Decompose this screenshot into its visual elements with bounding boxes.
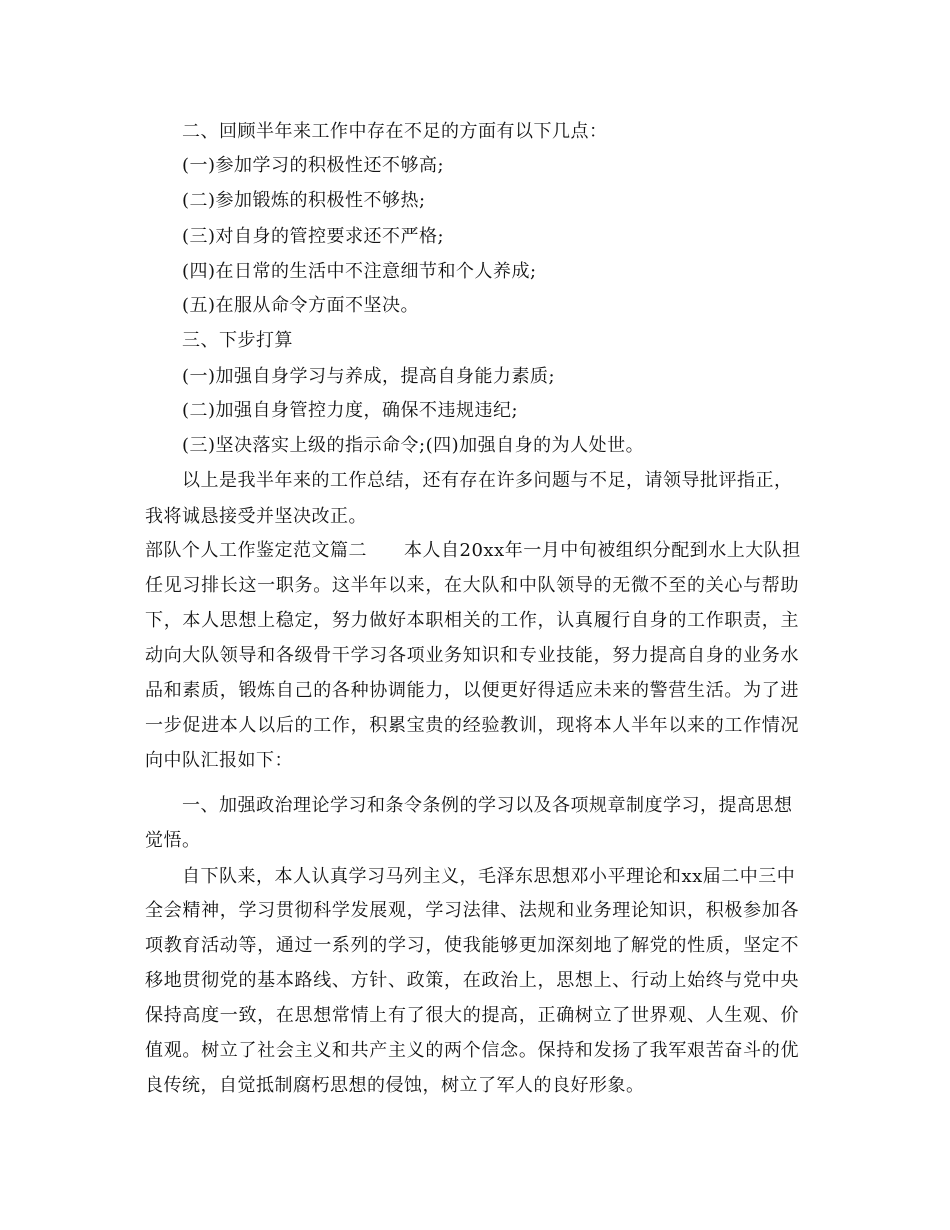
paragraph-line: 值观。树立了社会主义和共产主义的两个信念。保持和发扬了我军艰苦奋斗的优 [145, 1040, 799, 1061]
paragraph-line: 移地贯彻党的基本路线、方针、政策，在政治上，思想上、行动上始终与党中央 [145, 970, 799, 991]
paragraph-line: 我将诚恳接受并坚决改正。 [145, 506, 367, 527]
paragraph-line: 一步促进本人以后的工作，积累宝贵的经验教训，现将本人半年以来的工作情况 [145, 715, 799, 736]
paragraph-line: 品和素质，锻炼自己的各种协调能力，以便更好得适应未来的警营生活。为了进 [145, 680, 799, 701]
paragraph-line: 下，本人思想上稳定，努力做好本职相关的工作，认真履行自身的工作职责，主 [145, 610, 799, 631]
list-item: (二)参加锻炼的积极性不够热; [182, 190, 426, 211]
paragraph-line: 保持高度一致，在思想常情上有了很大的提高，正确树立了世界观、人生观、价 [145, 1005, 799, 1026]
paragraph-line: 自下队来，本人认真学习马列主义，毛泽东思想邓小平理论和xx届二中三中 [182, 866, 796, 887]
section-heading-political-study: 一、加强政治理论学习和条令条例的学习以及各项规章制度学习，提高思想 [182, 795, 793, 816]
article-title-line: 部队个人工作鉴定范文篇二 本人自20xx年一月中旬被组织分配到水上大队担 [145, 540, 801, 561]
list-item: (三)坚决落实上级的指示命令;(四)加强自身的为人处世。 [182, 435, 645, 456]
list-item: (五)在服从命令方面不坚决。 [182, 295, 420, 316]
paragraph-line: 向中队汇报如下： [145, 750, 293, 771]
list-item: (一)加强自身学习与养成，提高自身能力素质; [182, 366, 556, 387]
section-heading-next-steps: 三、下步打算 [182, 330, 293, 351]
list-item: (三)对自身的管控要求还不严格; [182, 226, 445, 247]
list-item: (二)加强自身管控力度，确保不违规违纪; [182, 400, 519, 421]
section-heading-shortcomings: 二、回顾半年来工作中存在不足的方面有以下几点： [182, 121, 608, 142]
list-item: (一)参加学习的积极性还不够高; [182, 155, 445, 176]
paragraph-line: 项教育活动等，通过一系列的学习，使我能够更加深刻地了解党的性质，坚定不 [145, 935, 799, 956]
paragraph-line: 以上是我半年来的工作总结，还有存在许多问题与不足，请领导批评指正， [182, 470, 793, 491]
list-item: (四)在日常的生活中不注意细节和个人养成; [182, 261, 537, 282]
paragraph-line: 全会精神，学习贯彻科学发展观，学习法律、法规和业务理论知识，积极参加各 [145, 900, 799, 921]
paragraph-line: 任见习排长这一职务。这半年以来，在大队和中队领导的无微不至的关心与帮助 [145, 575, 799, 596]
paragraph-line: 动向大队领导和各级骨干学习各项业务知识和专业技能，努力提高自身的业务水 [145, 645, 799, 666]
paragraph-line: 觉悟。 [145, 830, 201, 851]
paragraph-line: 良传统，自觉抵制腐朽思想的侵蚀，树立了军人的良好形象。 [145, 1075, 645, 1096]
